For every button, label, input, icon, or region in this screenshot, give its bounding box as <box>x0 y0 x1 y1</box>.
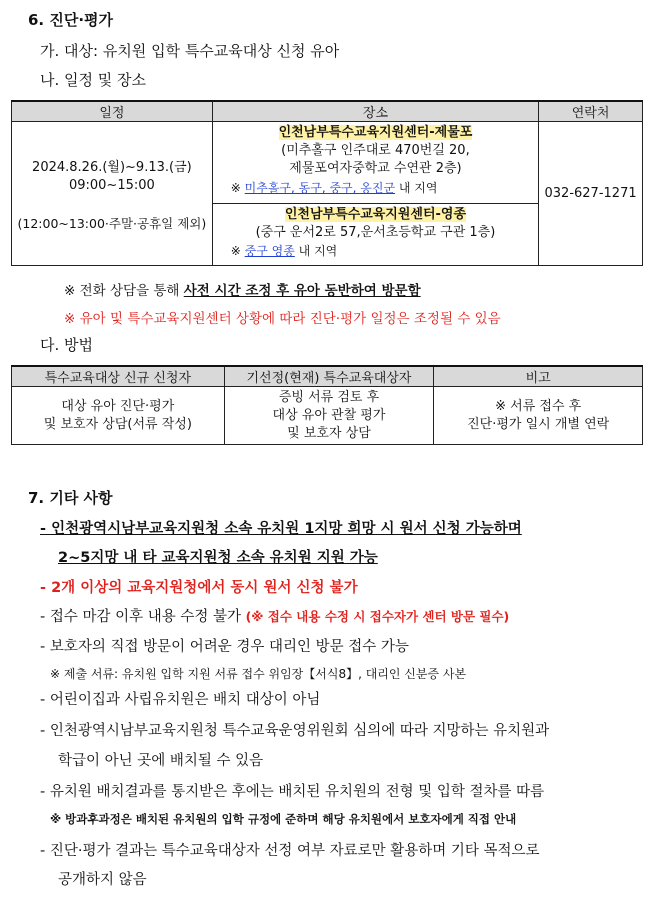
item-1-line-2: 2~5지망 내 타 교육지원청 소속 유치원 지원 가능 <box>58 550 378 566</box>
schedule-cell <box>12 122 213 266</box>
method-table <box>11 365 643 445</box>
method-existing-line-2: 대상 유아 관찰 평가 <box>272 407 386 423</box>
center2-area: 중구 영종 <box>244 244 295 258</box>
method-new-line-2: 및 보호자 상담(서류 작성) <box>43 416 192 432</box>
phone-consult-note <box>64 279 421 299</box>
item-4-note: ※ 제출 서류: 유치원 입학 지원 서류 접수 위임장【서식8】, 대리인 신분증 사본 <box>50 667 467 681</box>
method-header-existing: 기선정(현재) 특수교육대상자 <box>224 366 434 387</box>
header-schedule: 일정 <box>12 101 213 122</box>
method-new-cell <box>12 387 225 445</box>
item-4: - 보호자의 직접 방문이 어려운 경우 대리인 방문 접수 가능 <box>40 639 409 655</box>
method-remark-cell <box>434 387 643 445</box>
schedule-time: 09:00~15:00 <box>68 177 155 193</box>
schedule-heading: 나. 일정 및 장소 <box>40 71 147 89</box>
schedule-exclude: (12:00~13:00·주말·공휴일 제외) <box>17 215 207 231</box>
item-7-note: ※ 방과후과정은 배치된 유치원의 입학 규정에 준하며 해당 유치원에서 보호자에게 직접 안내 <box>50 812 517 826</box>
item-3-red-note: (※ 접수 내용 수정 시 접수자가 센터 방문 필수) <box>245 609 510 624</box>
item-3-text: - 접수 마감 이후 내용 수정 불가 <box>40 609 241 625</box>
method-remark-line-2: 진단·평가 일시 개별 연락 <box>467 416 610 432</box>
schedule-adjust-note: ※ 유아 및 특수교육지원센터 상황에 따라 진단·평가 일정은 조정될 수 있음 <box>64 311 501 327</box>
phone-consult-prefix: ※ 전화 상담을 통해 <box>64 283 184 299</box>
header-place: 장소 <box>212 101 538 122</box>
center1-area: 미추홀구, 동구, 중구, 옹진군 <box>244 181 396 195</box>
target-line: 가. 대상: 유치원 입학 특수교육대상 신청 유아 <box>40 42 340 60</box>
header-contact: 연락처 <box>539 101 643 122</box>
center2-cell <box>212 204 538 266</box>
section-7-title: 7. 기타 사항 <box>28 489 113 507</box>
center1-name: 인천남부특수교육지원센터-제물포 <box>278 125 473 140</box>
method-heading: 다. 방법 <box>40 336 94 354</box>
method-existing-line-1: 증빙 서류 검토 후 <box>278 389 380 405</box>
center2-name: 인천남부특수교육지원센터-영종 <box>284 207 467 222</box>
contact-phone: 032-627-1271 <box>539 122 643 266</box>
center1-note-mark: ※ <box>230 181 241 195</box>
center1-address-1: (미추홀구 인주대로 470번길 20, <box>281 143 470 158</box>
method-header-remark: 비고 <box>434 366 643 387</box>
item-3 <box>40 605 509 626</box>
method-existing-cell <box>224 387 434 445</box>
item-2: - 2개 이상의 교육지원청에서 동시 원서 신청 불가 <box>40 580 358 596</box>
center2-note-mark: ※ <box>230 244 241 258</box>
section-6-title: 6. 진단·평가 <box>28 11 114 29</box>
item-8-line-1: - 진단·평가 결과는 특수교육대상자 선정 여부 자료로만 활용하며 기타 목적으로 <box>40 843 540 859</box>
schedule-table <box>11 100 643 266</box>
method-remark-line-1: ※ 서류 접수 후 <box>495 398 582 414</box>
center1-address-2: 제물포여자중학교 수연관 2층) <box>289 161 462 176</box>
method-header-new: 특수교육대상 신규 신청자 <box>12 366 225 387</box>
item-7: - 유치원 배치결과를 통지받은 후에는 배치된 유치원의 전형 및 입학 절차를 따름 <box>40 784 545 800</box>
item-1-line-1: - 인천광역시남부교육지원청 소속 유치원 1지망 희망 시 원서 신청 가능하며 <box>40 521 522 537</box>
item-5: - 어린이집과 사립유치원은 배치 대상이 아님 <box>40 692 321 708</box>
item-8-line-2: 공개하지 않음 <box>58 872 147 888</box>
item-6-line-2: 학급이 아닌 곳에 배치될 수 있음 <box>58 753 264 769</box>
item-6-line-1: - 인천광역시남부교육지원청 특수교육운영위원회 심의에 따라 지망하는 유치원과 <box>40 723 550 739</box>
method-existing-line-3: 및 보호자 상담 <box>287 425 371 441</box>
schedule-date: 2024.8.26.(월)~9.13.(금) <box>32 159 192 175</box>
center1-note-suffix: 내 지역 <box>398 181 438 195</box>
phone-consult-emphasis: 사전 시간 조정 후 유아 동반하여 방문함 <box>183 283 421 299</box>
method-new-line-1: 대상 유아 진단·평가 <box>61 398 175 414</box>
center2-address: (중구 운서2로 57,운서초등학교 구관 1층) <box>255 225 496 240</box>
center2-note-suffix: 내 지역 <box>298 244 338 258</box>
center1-cell <box>212 122 538 204</box>
